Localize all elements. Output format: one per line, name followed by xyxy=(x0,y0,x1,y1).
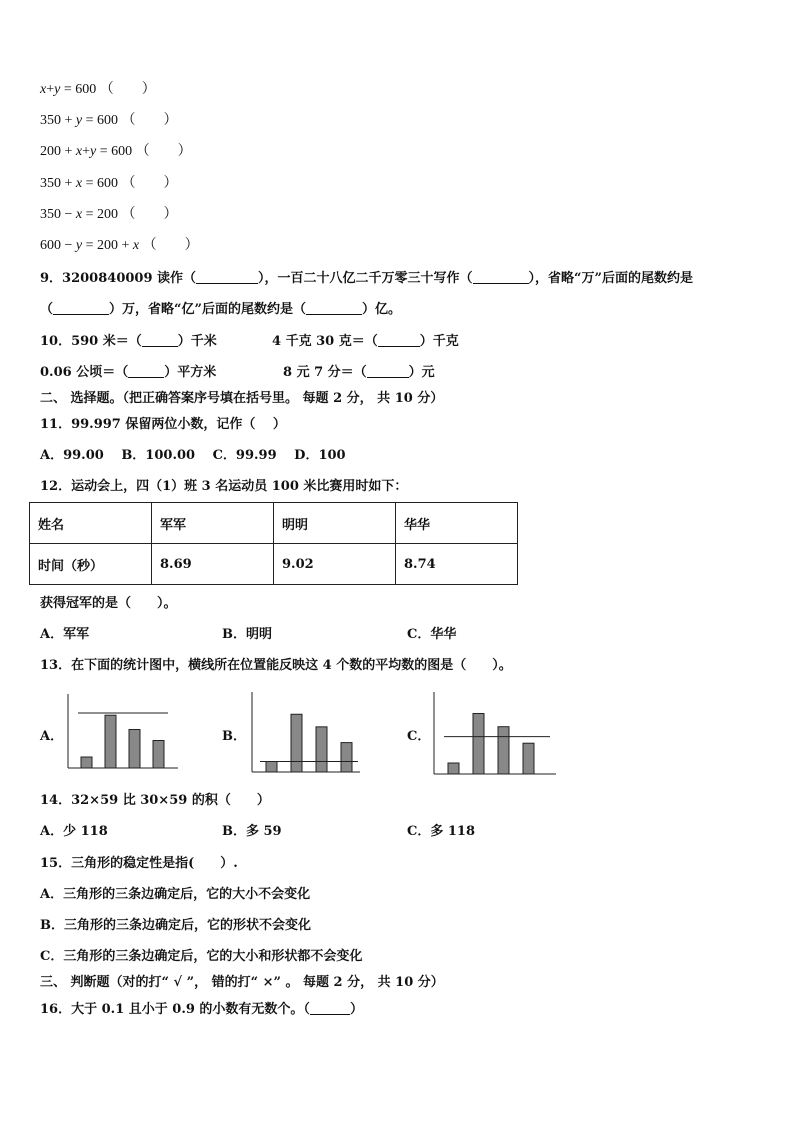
question-10-a: 10．590 米＝（ ）千米 xyxy=(40,334,217,349)
answer-blank[interactable] xyxy=(142,333,178,347)
table-cell: 9.02 xyxy=(274,544,396,585)
question-12-ask: 获得冠军的是（ ）。 xyxy=(40,596,177,611)
chart-b xyxy=(248,690,368,776)
bar xyxy=(498,727,509,774)
question-11-options: A．99.00 B．100.00 C．99.99 D．100 xyxy=(40,448,346,463)
question-12-option-b[interactable]: B．明明 xyxy=(222,627,272,642)
equation-6: 600 − y = 200 + x （ ） xyxy=(40,238,199,253)
chart-c xyxy=(430,690,560,776)
equation-4: 350 + x = 600 （ ） xyxy=(40,176,178,191)
table-cell: 8.74 xyxy=(396,544,518,585)
question-10-d: 8 元 7 分＝（ ）元 xyxy=(283,365,435,380)
bar xyxy=(341,743,352,772)
question-10-c: 0.06 公顷＝（ ）平方米 xyxy=(40,365,217,380)
table-row xyxy=(30,544,518,585)
table-row xyxy=(30,503,518,544)
bar xyxy=(523,743,534,774)
bar xyxy=(129,730,140,769)
question-14-option-c[interactable]: C．多 118 xyxy=(407,824,476,839)
bar xyxy=(153,741,164,769)
table-cell: 军军 xyxy=(152,503,274,544)
question-12-stem: 12．运动会上，四（1）班 3 名运动员 100 米比赛用时如下： xyxy=(40,479,408,494)
table-cell: 明明 xyxy=(274,503,396,544)
question-12-option-a[interactable]: A．军军 xyxy=(40,627,90,642)
section-2-heading: 二、 选择题。（把正确答案序号填在括号里。 每题 2 分， 共 10 分） xyxy=(40,391,444,406)
question-10-b: 4 千克 30 克＝（ ）千克 xyxy=(272,334,459,349)
bar xyxy=(291,714,302,772)
bar xyxy=(316,727,327,772)
question-15-option-a[interactable]: A．三角形的三条边确定后，它的大小不会变化 xyxy=(40,887,311,902)
bar xyxy=(105,715,116,768)
question-15-option-b[interactable]: B．三角形的三条边确定后，它的形状不会变化 xyxy=(40,918,311,933)
section-3-heading: 三、 判断题（对的打“ √ ”， 错的打“ ×” 。 每题 2 分， 共 10 分） xyxy=(40,975,444,990)
chart-a xyxy=(62,690,182,772)
question-11-stem: 11．99.997 保留两位小数，记作（ ） xyxy=(40,417,286,432)
equation-3: 200 + x+y = 600 （ ） xyxy=(40,144,192,159)
question-12-option-c[interactable]: C．华华 xyxy=(407,627,457,642)
equation-5: 350 − x = 200 （ ） xyxy=(40,207,178,222)
table-cell: 华华 xyxy=(396,503,518,544)
chart-b-label[interactable]: B． xyxy=(222,729,246,744)
question-14-option-b[interactable]: B．多 59 xyxy=(222,824,282,839)
answer-blank[interactable] xyxy=(196,270,258,284)
equation-2: 350 + y = 600 （ ） xyxy=(40,113,178,128)
table-cell: 8.69 xyxy=(152,544,274,585)
answer-blank[interactable] xyxy=(128,364,164,378)
bar xyxy=(473,714,484,775)
table-cell: 姓名 xyxy=(30,503,152,544)
chart-c-label[interactable]: C． xyxy=(407,729,431,744)
question-13-stem: 13．在下面的统计图中，横线所在位置能反映这 4 个数的平均数的图是（ ）。 xyxy=(40,658,512,673)
answer-blank[interactable] xyxy=(378,333,420,347)
question-9-line-1: 9．3200840009 读作（ ），一百二十八亿二千万零三十写作（ ），省略“万”后面的尾数约是 xyxy=(40,271,694,286)
bar xyxy=(266,762,277,773)
chart-a-label[interactable]: A． xyxy=(40,729,64,744)
bar xyxy=(81,757,92,768)
race-time-table xyxy=(29,502,518,585)
answer-blank[interactable] xyxy=(53,301,109,315)
table-cell: 时间（秒） xyxy=(30,544,152,585)
question-9-line-2: （ ）万，省略“亿”后面的尾数约是（ ）亿。 xyxy=(40,302,401,317)
question-16: 16．大于 0.1 且小于 0.9 的小数有无数个。（ ） xyxy=(40,1002,363,1017)
question-15-option-c[interactable]: C．三角形的三条边确定后，它的大小和形状都不会变化 xyxy=(40,949,363,964)
equation-1: x+y = 600 （ ） xyxy=(40,82,156,97)
question-14-option-a[interactable]: A．少 118 xyxy=(40,824,108,839)
answer-blank[interactable] xyxy=(306,301,362,315)
bar xyxy=(448,763,459,774)
answer-blank[interactable] xyxy=(310,1001,350,1015)
answer-blank[interactable] xyxy=(367,364,409,378)
question-14-stem: 14．32×59 比 30×59 的积（ ） xyxy=(40,793,270,808)
question-15-stem: 15．三角形的稳定性是指( ）. xyxy=(40,856,238,871)
answer-blank[interactable] xyxy=(473,270,529,284)
